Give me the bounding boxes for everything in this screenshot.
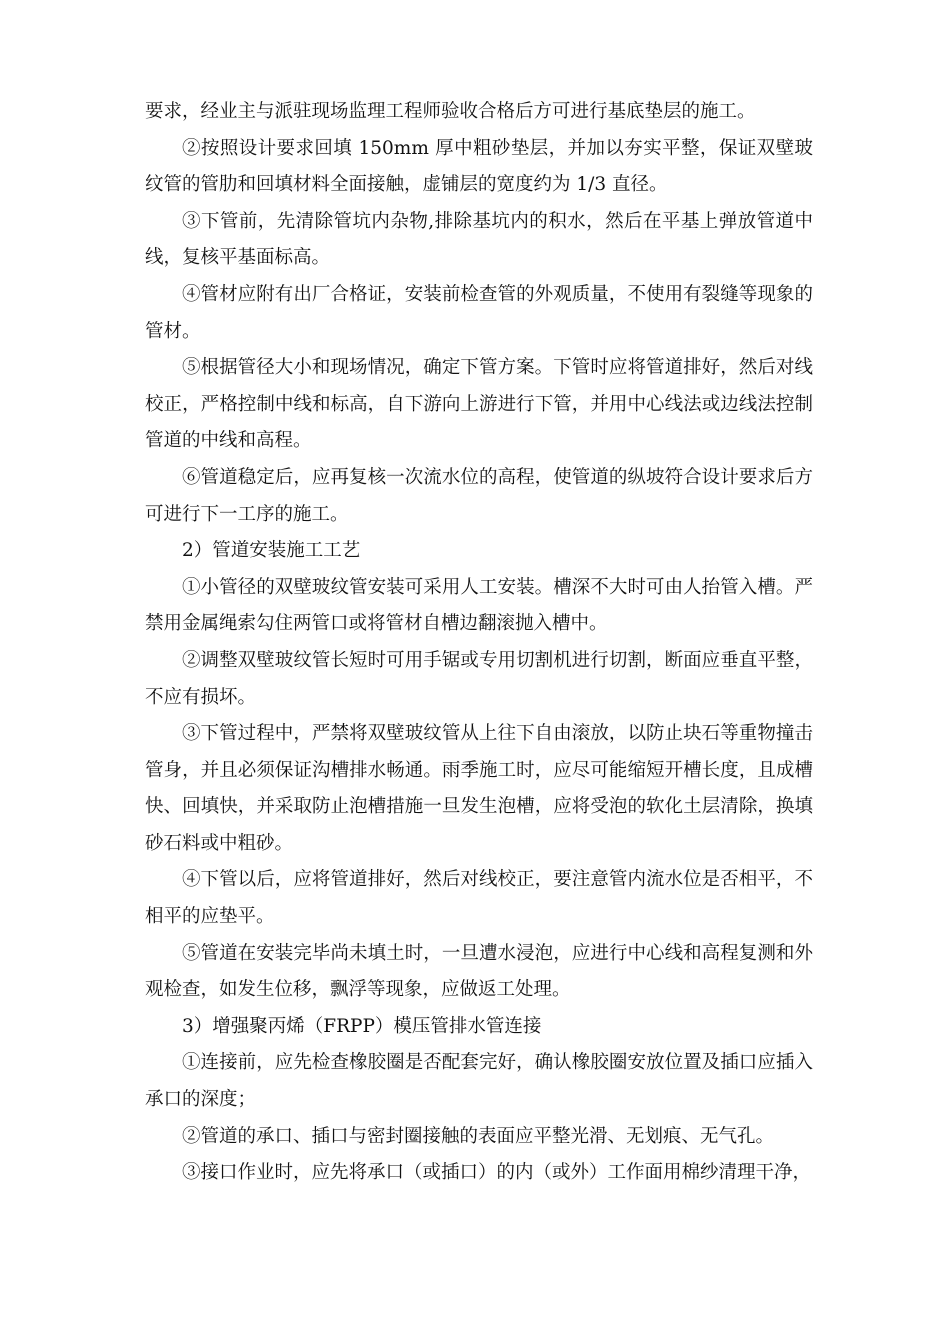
- document-body: [145, 94, 813, 1192]
- section-heading-frpp-connection: 3）增强聚丙烯（FRPP）模压管排水管连接: [182, 1015, 542, 1037]
- paragraph-step-4-certificate: ④管材应附有出厂合格证，安装前检查管的外观质量，不使用有裂缝等现象的管材。: [145, 283, 813, 342]
- paragraph-install-1-manual: ①小管径的双壁玻纹管安装可采用人工安装。槽深不大时可由人抬管入槽。严禁用金属绳索勾住两管口或将管材自槽边翻滚抛入槽中。: [145, 576, 813, 635]
- paragraph-step-5-lowering-plan: ⑤根据管径大小和现场情况，确定下管方案。下管时应将管道排好，然后对线校正，严格控制中线和标高，自下游向上游进行下管，并用中心线法或边线法控制管道的中线和高程。: [145, 357, 813, 452]
- paragraph-install-5-flooding: ⑤管道在安装完毕尚未填土时，一旦遭水浸泡，应进行中心线和高程复测和外观检查，如发生位移，飘浮等现象，应做返工处理。: [145, 942, 813, 1001]
- section-heading-pipe-installation: 2）管道安装施工工艺: [182, 540, 361, 562]
- paragraph-install-4-alignment: ④下管以后，应将管道排好，然后对线校正，要注意管内流水位是否相平，不相平的应垫平。: [145, 869, 813, 928]
- paragraph-connect-2-surface: ②管道的承口、插口与密封圈接触的表面应平整光滑、无划痕、无气孔。: [182, 1125, 775, 1147]
- paragraph-step-2-backfill: ②按照设计要求回填 150mm 厚中粗砂垫层，并加以夯实平整，保证双壁玻纹管的管肋和回填材料全面接触，虚铺层的宽度约为 1/3 直径。: [145, 137, 813, 196]
- paragraph-step-3-clear-pit: ③下管前，先清除管坑内杂物,排除基坑内的积水，然后在平基上弹放管道中线，复核平基面标高。: [145, 210, 813, 269]
- paragraph-connect-1-gasket: ①连接前，应先检查橡胶圈是否配套完好，确认橡胶圈安放位置及插口应插入承口的深度；: [145, 1052, 813, 1111]
- paragraph-connect-3-cleaning: ③接口作业时，应先将承口（或插口）的内（或外）工作面用棉纱清理干净，: [182, 1162, 812, 1184]
- paragraph-install-2-cutting: ②调整双壁玻纹管长短时可用手锯或专用切割机进行切割，断面应垂直平整，不应有损坏。: [145, 649, 813, 708]
- paragraph-continuation: 要求，经业主与派驻现场监理工程师验收合格后方可进行基底垫层的施工。: [145, 101, 756, 122]
- paragraph-install-3-lowering: ③下管过程中，严禁将双壁玻纹管从上往下自由滚放，以防止块石等重物撞击管身，并且必须保证沟槽排水畅通。雨季施工时，应尽可能缩短开槽长度，且成槽快、回填快，并采取防止泡槽措施一旦发生泡槽，应将受泡的软化土层清除，换填砂石料或中粗砂。: [145, 723, 813, 854]
- paragraph-step-6-recheck: ⑥管道稳定后，应再复核一次流水位的高程，使管道的纵坡符合设计要求后方可进行下一工序的施工。: [145, 466, 813, 525]
